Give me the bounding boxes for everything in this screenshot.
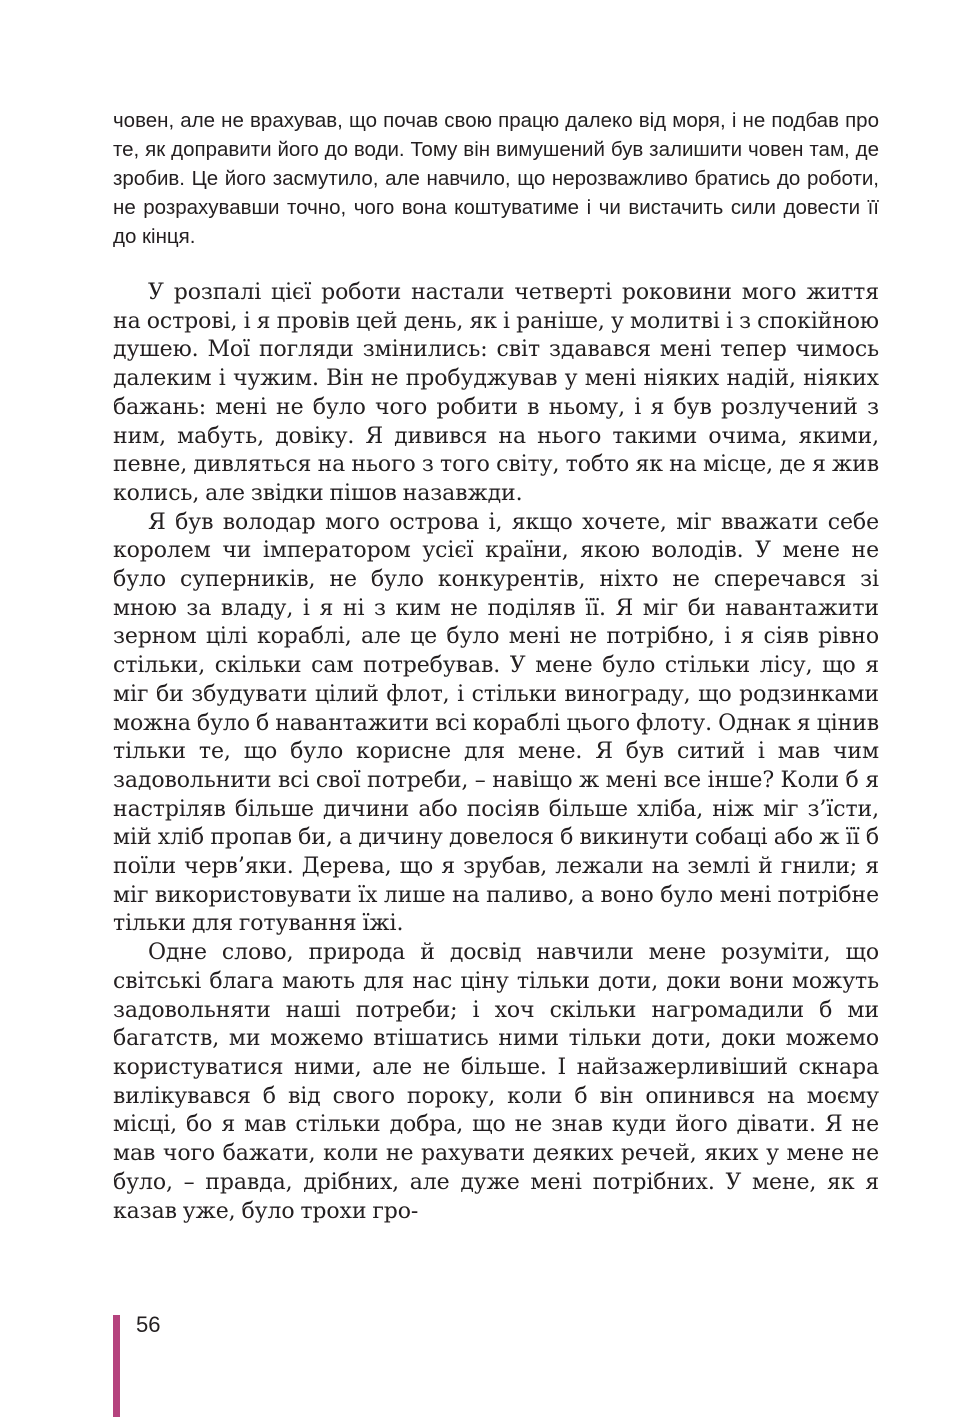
paragraph-worldly-goods: Одне слово, природа й досвід навчили мене розуміти, що світські блага мають для нас ціну тільки доти, доки вони можуть задовольняти наші потреби; і хоч скільки нагромадили б ми багатств, ми можемо втішатись ними тільки доти, доки можемо користуватися ними, але не більше. І найзажерливіший скнара вилікувався б від свого пороку, коли б він опинився на моєму місці, бо я мав стільки добра, що не знав куди його дівати. Я не мав чого бажати, коли не рахувати деяких речей, яких у мене не було, – правда, дрібних, але дуже мені потрібних. У мене, як я казав уже, було трохи гро-	[113, 940, 879, 1224]
main-text-block	[113, 279, 879, 1226]
page-accent-bar	[113, 1315, 120, 1417]
paragraph-island-ruler: Я був володар мого острова і, якщо хочете, міг вважати себе королем чи імператором усієї країни, якою володів. У мене не було суперників, не було конкурентів, ніхто не сперечався зі мною за владу, і я ні з ким не поділяв її. Я міг би навантажити зерном цілі кораблі, але це було мені не потрібно, і я сіяв рівно стільки, скільки сам потребував. У мене було стільки лісу, що я міг би збудувати цілий флот, і стільки винограду, що родзинками можна було б навантажити всі кораблі цього флоту. Однак я цінив тільки те, що було корисне для мене. Я був ситий і мав чим задовольнити всі свої потреби, – навіщо ж мені все інше? Коли б я настріляв більше дичини або посіяв більше хліба, ніж міг з’їсти, мій хліб пропав би, а дичину довелося б викинути собаці або ж її б поїли черв’яки. Дерева, що я зрубав, лежали на землі й гнили; я міг використовувати їх лише на паливо, а воно було мені потрібне тільки для готування їжі.	[113, 509, 879, 937]
page-number: 56	[136, 1312, 161, 1337]
paragraph-anniversary: У розпалі цієї роботи настали четверті роковини мого життя на острові, і я провів цей день, як і раніше, у молитві і з спокійною душею. Мої погляди змінились: світ здавався мені тепер чимось далеким і чужим. Він не пробуджував у мені ніяких надій, ніяких бажань: мені не було чого робити в ньому, і я був розлучений з ним, мабуть, довіку. Я дивився на нього такими очима, якими, певне, дивляться на нього з того світу, тобто як на місце, де я жив колись, але звідки пішов назавжди.	[113, 280, 879, 506]
intro-paragraph: човен, але не врахував, що почав свою працю далеко від моря, і не подбав про те, як доправити його до води. Тому він вимушений був залишити човен там, де зробив. Це його засмутило, але навчило, що нерозважливо братись до роботи, не розрахувавши точно, чого вона коштуватиме і чи вистачить сили довести її до кінця.	[113, 109, 879, 248]
